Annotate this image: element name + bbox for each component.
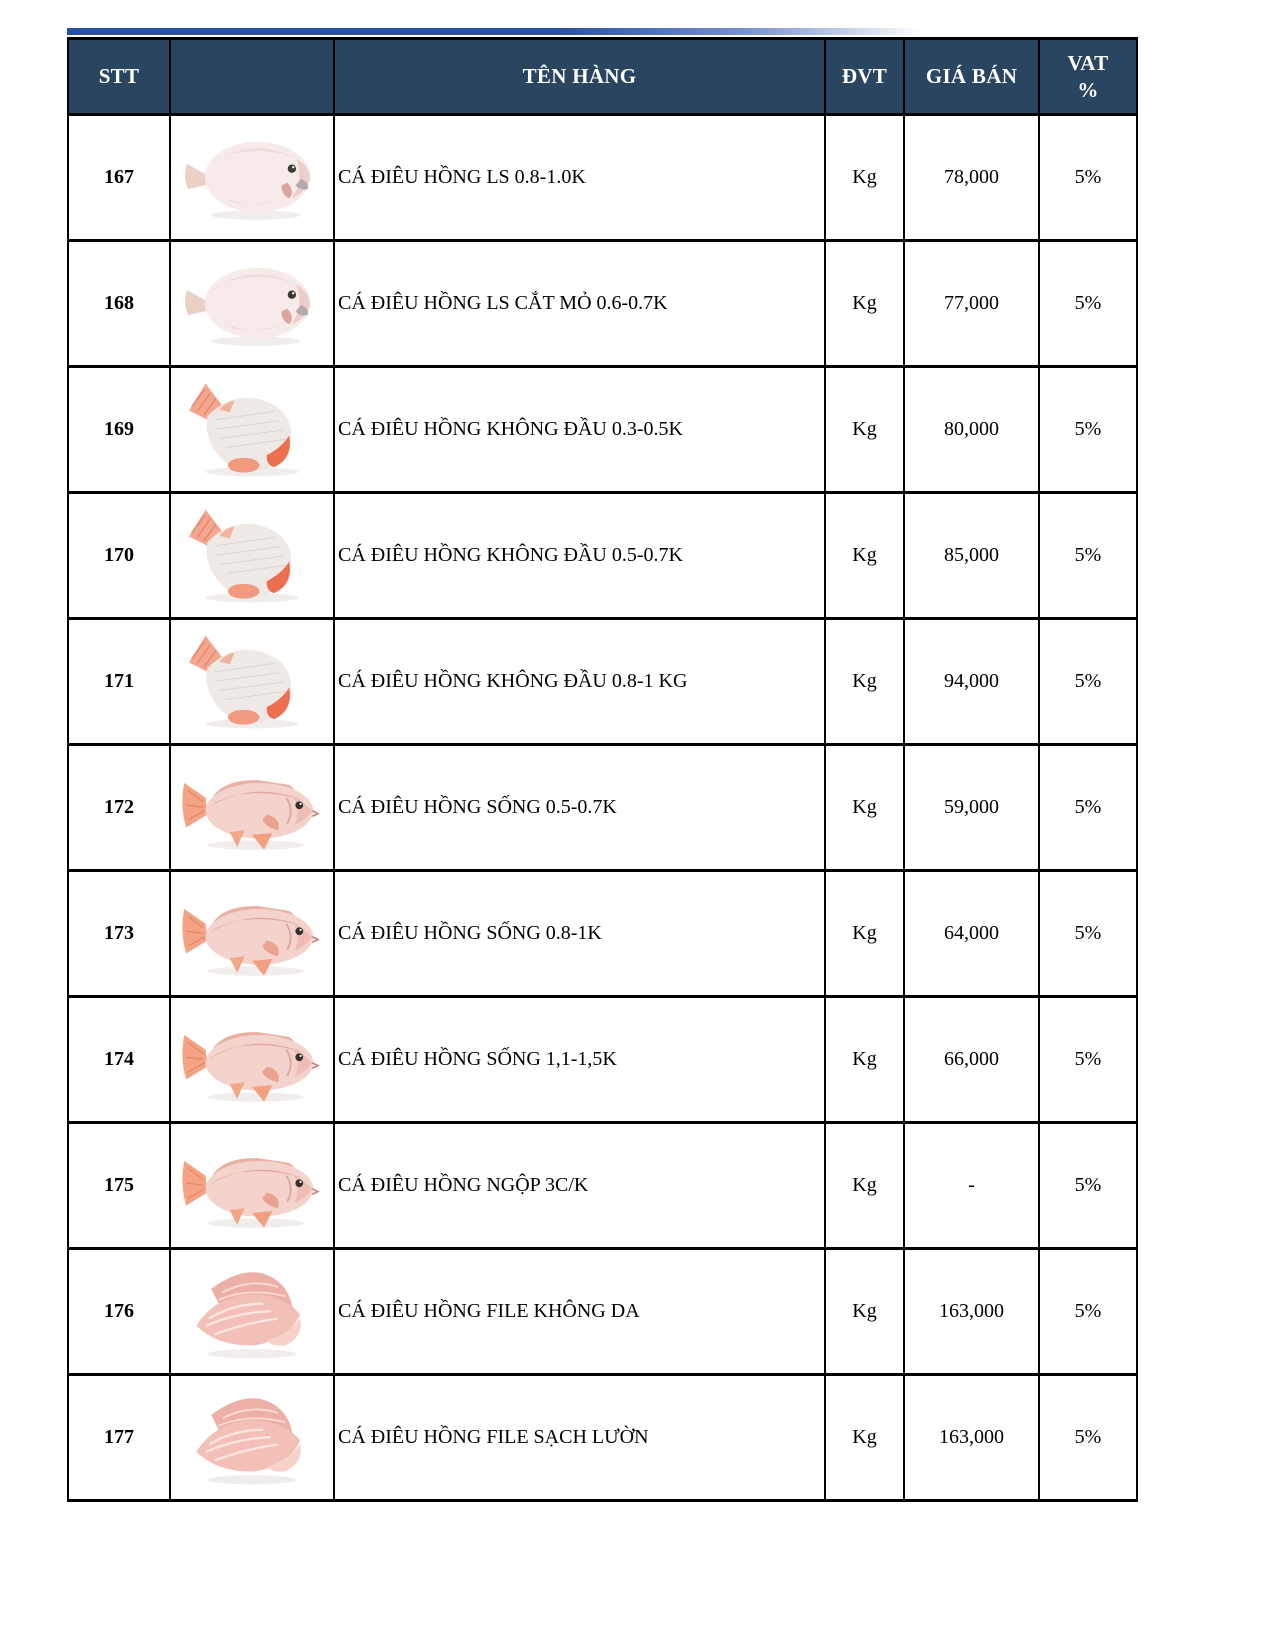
product-image-cell [170,1375,334,1501]
product-vat: 5% [1039,115,1137,241]
product-price: 77,000 [904,241,1039,367]
row-stt: 172 [68,745,170,871]
product-price: 59,000 [904,745,1039,871]
product-name: CÁ ĐIÊU HỒNG SỐNG 0.8-1K [334,871,825,997]
fish-live-image [177,883,327,985]
product-image-cell [170,871,334,997]
table-row [68,241,1137,367]
row-stt: 176 [68,1249,170,1375]
product-image-cell [170,1123,334,1249]
product-price: - [904,1123,1039,1249]
product-unit: Kg [825,997,904,1123]
fish-whole-cleaned-image [177,253,327,355]
product-price: 64,000 [904,871,1039,997]
fish-fillet-image [177,1261,327,1363]
product-vat: 5% [1039,367,1137,493]
product-name: CÁ ĐIÊU HỒNG SỐNG 0.5-0.7K [334,745,825,871]
product-price: 85,000 [904,493,1039,619]
product-price: 94,000 [904,619,1039,745]
product-vat: 5% [1039,1249,1137,1375]
fish-whole-cleaned-image [177,127,327,229]
table-row [68,367,1137,493]
table-row [68,115,1137,241]
row-stt: 169 [68,367,170,493]
table-row [68,745,1137,871]
product-unit: Kg [825,1249,904,1375]
product-vat: 5% [1039,871,1137,997]
fish-live-image [177,1009,327,1111]
product-price: 78,000 [904,115,1039,241]
table-header-row [68,39,1137,115]
product-name: CÁ ĐIÊU HỒNG KHÔNG ĐẦU 0.5-0.7K [334,493,825,619]
product-unit: Kg [825,241,904,367]
product-image-cell [170,997,334,1123]
accent-gradient-bar [67,28,1136,35]
product-image-cell [170,115,334,241]
product-unit: Kg [825,367,904,493]
product-unit: Kg [825,619,904,745]
row-stt: 174 [68,997,170,1123]
table-row [68,493,1137,619]
table-row [68,997,1137,1123]
product-unit: Kg [825,1375,904,1501]
table-row [68,1249,1137,1375]
row-stt: 167 [68,115,170,241]
fish-live-image [177,1135,327,1237]
fish-headless-image [177,631,327,733]
product-image-cell [170,745,334,871]
product-image-cell [170,493,334,619]
product-vat: 5% [1039,241,1137,367]
product-name: CÁ ĐIÊU HỒNG KHÔNG ĐẦU 0.8-1 KG [334,619,825,745]
table-row [68,1123,1137,1249]
column-header-vat [1039,39,1137,115]
row-stt: 170 [68,493,170,619]
table-row [68,871,1137,997]
product-unit: Kg [825,745,904,871]
product-vat: 5% [1039,1375,1137,1501]
product-name: CÁ ĐIÊU HỒNG SỐNG 1,1-1,5K [334,997,825,1123]
column-header-vat-label: VAT % [1067,51,1109,102]
product-image-cell [170,367,334,493]
product-unit: Kg [825,115,904,241]
column-header-name: TÊN HÀNG [334,39,825,115]
fish-live-image [177,757,327,859]
product-unit: Kg [825,871,904,997]
product-name: CÁ ĐIÊU HỒNG FILE KHÔNG DA [334,1249,825,1375]
product-name: CÁ ĐIÊU HỒNG LS 0.8-1.0K [334,115,825,241]
fish-headless-image [177,379,327,481]
column-header-image [170,39,334,115]
product-vat: 5% [1039,493,1137,619]
product-vat: 5% [1039,619,1137,745]
product-vat: 5% [1039,1123,1137,1249]
product-name: CÁ ĐIÊU HỒNG KHÔNG ĐẦU 0.3-0.5K [334,367,825,493]
product-price: 66,000 [904,997,1039,1123]
row-stt: 173 [68,871,170,997]
product-name: CÁ ĐIÊU HỒNG NGỘP 3C/K [334,1123,825,1249]
fish-fillet-image [177,1387,327,1489]
product-unit: Kg [825,1123,904,1249]
table-row [68,619,1137,745]
row-stt: 171 [68,619,170,745]
row-stt: 175 [68,1123,170,1249]
price-table [67,37,1138,1502]
row-stt: 177 [68,1375,170,1501]
column-header-unit: ĐVT [825,39,904,115]
product-image-cell [170,241,334,367]
column-header-stt: STT [68,39,170,115]
product-vat: 5% [1039,997,1137,1123]
product-image-cell [170,1249,334,1375]
product-vat: 5% [1039,745,1137,871]
product-image-cell [170,619,334,745]
product-name: CÁ ĐIÊU HỒNG LS CẮT MỎ 0.6-0.7K [334,241,825,367]
product-unit: Kg [825,493,904,619]
fish-headless-image [177,505,327,607]
product-price: 163,000 [904,1249,1039,1375]
table-row [68,1375,1137,1501]
column-header-price: GIÁ BÁN [904,39,1039,115]
price-list-sheet [67,28,1136,1502]
product-price: 80,000 [904,367,1039,493]
product-price: 163,000 [904,1375,1039,1501]
product-name: CÁ ĐIÊU HỒNG FILE SẠCH LƯỜN [334,1375,825,1501]
row-stt: 168 [68,241,170,367]
